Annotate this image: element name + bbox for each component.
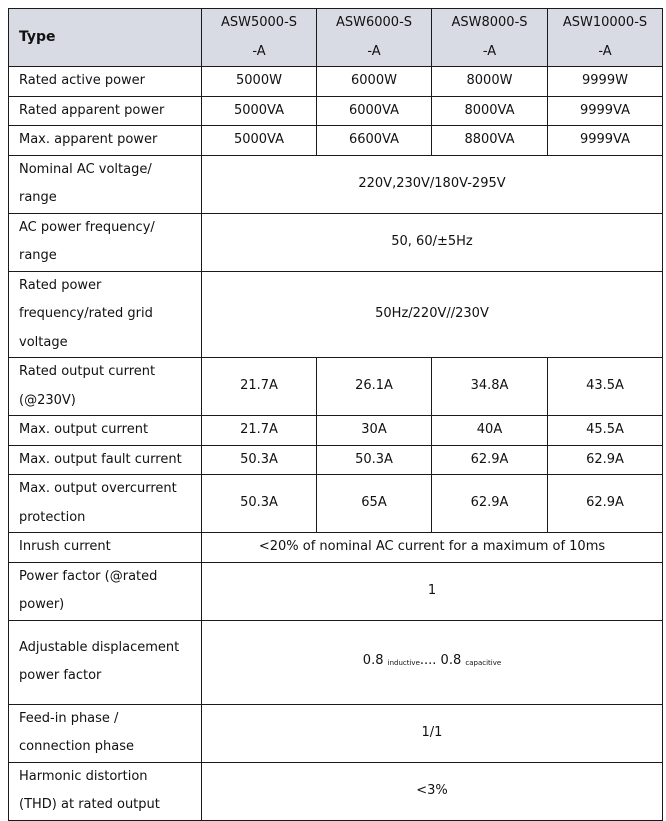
cell-value: 62.9A bbox=[432, 475, 548, 533]
row-label: Max. apparent power bbox=[9, 126, 202, 156]
row-label-line: Rated power bbox=[19, 277, 102, 293]
cell-value: 62.9A bbox=[432, 445, 548, 475]
pf-value-capacitive: 0.8 bbox=[440, 653, 462, 669]
row-label bbox=[9, 562, 202, 620]
cell-value: 26.1A bbox=[317, 358, 432, 416]
table-row bbox=[9, 762, 663, 820]
cell-value: 6000VA bbox=[317, 96, 432, 126]
cell-value: 5000VA bbox=[202, 126, 317, 156]
model-name-line1: ASW6000-S bbox=[335, 15, 413, 30]
pf-subscript-capacitive: capacitive bbox=[465, 659, 502, 668]
model-header bbox=[432, 9, 548, 67]
model-name-line1: ASW5000-S bbox=[220, 15, 298, 30]
row-label: Max. output current bbox=[9, 416, 202, 446]
cell-value: 21.7A bbox=[202, 358, 317, 416]
row-label-line: Feed-in phase / bbox=[19, 710, 119, 726]
row-label bbox=[9, 213, 202, 271]
row-label bbox=[9, 704, 202, 762]
pf-subscript-inductive: inductive bbox=[387, 659, 420, 668]
merged-cell-value: 50, 60/±5Hz bbox=[202, 213, 663, 271]
table-row bbox=[9, 475, 663, 533]
cell-value: 50.3A bbox=[317, 445, 432, 475]
row-label-line: power) bbox=[19, 597, 65, 612]
row-label-line: protection bbox=[19, 509, 86, 525]
row-label-line: range bbox=[19, 190, 57, 205]
row-label bbox=[9, 762, 202, 820]
table-row bbox=[9, 213, 663, 271]
row-label-line: Adjustable displacement bbox=[19, 639, 180, 655]
model-name-line1: ASW8000-S bbox=[451, 15, 528, 30]
row-label-line: (THD) at rated output bbox=[19, 797, 160, 812]
table-row bbox=[9, 155, 663, 213]
table-row bbox=[9, 562, 663, 620]
cell-value: 45.5A bbox=[548, 416, 663, 446]
cell-value: 62.9A bbox=[548, 445, 663, 475]
row-label bbox=[9, 271, 202, 358]
cell-value: 21.7A bbox=[202, 416, 317, 446]
merged-cell-value: 1/1 bbox=[202, 704, 663, 762]
row-label-line: (@230V) bbox=[19, 392, 76, 408]
cell-value: 8000VA bbox=[432, 96, 548, 126]
cell-value: 8800VA bbox=[432, 126, 548, 156]
model-name-line2: -A bbox=[252, 43, 266, 59]
row-label-line: Rated output current bbox=[19, 364, 156, 379]
cell-value: 34.8A bbox=[432, 358, 548, 416]
row-label: Rated active power bbox=[9, 67, 202, 97]
row-label-line: range bbox=[19, 248, 57, 263]
row-label-line: connection phase bbox=[19, 739, 134, 754]
merged-cell-value: 1 bbox=[202, 562, 663, 620]
cell-value: 40A bbox=[432, 416, 548, 446]
model-header bbox=[548, 9, 663, 67]
model-header bbox=[317, 9, 432, 67]
model-header bbox=[202, 9, 317, 67]
table-row bbox=[9, 126, 663, 156]
merged-cell-value: <20% of nominal AC current for a maximum of 10ms bbox=[202, 533, 663, 563]
table-row bbox=[9, 533, 663, 563]
row-label-line: Max. output overcurrent bbox=[19, 481, 177, 496]
row-label bbox=[9, 475, 202, 533]
cell-value: 50.3A bbox=[202, 475, 317, 533]
type-header: Type bbox=[9, 9, 202, 67]
row-label-line: Harmonic distortion bbox=[19, 768, 148, 784]
cell-value: 6600VA bbox=[317, 126, 432, 156]
model-name-line2: -A bbox=[598, 43, 612, 59]
row-label-line: frequency/rated grid bbox=[19, 306, 153, 321]
merged-cell-value: <3% bbox=[202, 762, 663, 820]
row-label: Inrush current bbox=[9, 533, 202, 563]
pf-value-inductive: 0.8 bbox=[362, 653, 384, 669]
spec-table bbox=[8, 8, 663, 821]
merged-cell-value: 50Hz/220V//230V bbox=[202, 271, 663, 358]
table-row bbox=[9, 271, 663, 358]
row-label-line: AC power frequency/ bbox=[19, 219, 155, 235]
cell-value: 9999VA bbox=[548, 126, 663, 156]
cell-value: 9999VA bbox=[548, 96, 663, 126]
table-row bbox=[9, 445, 663, 475]
cell-value: 5000VA bbox=[202, 96, 317, 126]
row-label-line: Nominal AC voltage/ bbox=[19, 161, 152, 177]
table-row bbox=[9, 620, 663, 704]
model-name-line1: ASW10000-S bbox=[562, 15, 648, 30]
cell-value: 8000W bbox=[432, 67, 548, 97]
row-label-line: voltage bbox=[19, 334, 68, 350]
model-name-line2: -A bbox=[367, 43, 381, 59]
cell-value: 65A bbox=[317, 475, 432, 533]
model-name-line2: -A bbox=[482, 43, 497, 59]
row-label: Max. output fault current bbox=[9, 445, 202, 475]
table-row bbox=[9, 704, 663, 762]
merged-cell-value bbox=[202, 620, 663, 704]
cell-value: 62.9A bbox=[548, 475, 663, 533]
table-row bbox=[9, 358, 663, 416]
header-row bbox=[9, 9, 663, 67]
cell-value: 50.3A bbox=[202, 445, 317, 475]
row-label-line: power factor bbox=[19, 668, 102, 683]
merged-cell-value: 220V,230V/180V-295V bbox=[202, 155, 663, 213]
cell-value: 6000W bbox=[317, 67, 432, 97]
row-label bbox=[9, 620, 202, 704]
cell-value: 5000W bbox=[202, 67, 317, 97]
cell-value: 30A bbox=[317, 416, 432, 446]
cell-value: 9999W bbox=[548, 67, 663, 97]
pf-separator: .... bbox=[419, 653, 437, 669]
table-row bbox=[9, 416, 663, 446]
row-label: Rated apparent power bbox=[9, 96, 202, 126]
table-row bbox=[9, 67, 663, 97]
cell-value: 43.5A bbox=[548, 358, 663, 416]
row-label-line: Power factor (@rated bbox=[19, 568, 158, 584]
row-label bbox=[9, 155, 202, 213]
table-row bbox=[9, 96, 663, 126]
row-label bbox=[9, 358, 202, 416]
